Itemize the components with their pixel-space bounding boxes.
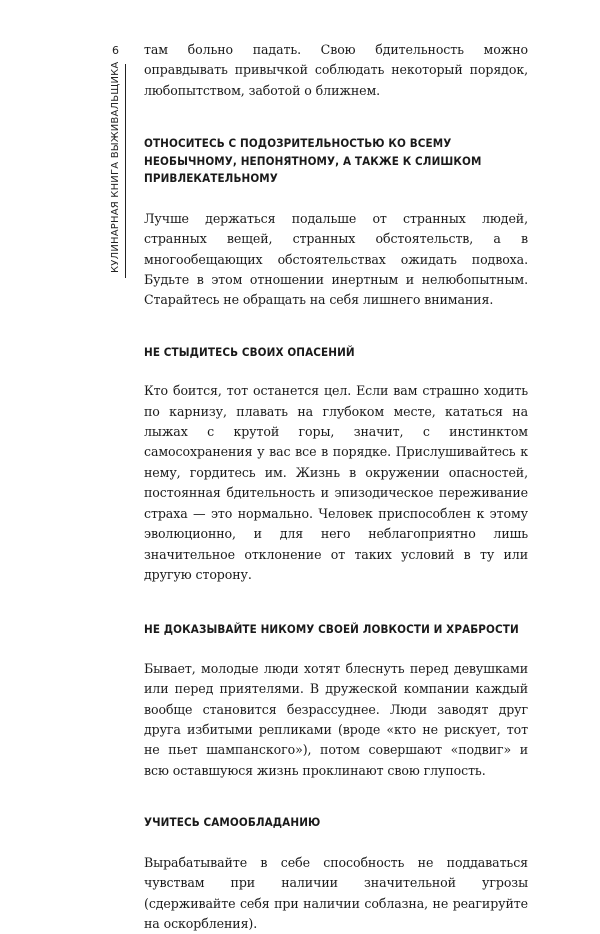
section-body-suspicion: Лучше держаться подальше от странных людей, странных вещей, странных обстоятельств, а в многообещающих обстоятельствах ожидать подвоха. Будьте в этом отношении инертным и нелюбопытным. Старайтесь не обращать на себя лишнего внимания. [144,210,528,308]
section-body-fears: Кто боится, тот останется цел. Если вам страшно ходить по карнизу, плавать на глубоком месте, кататься на лыжах с крутой горы, значит, с инстинктом самосохранения у вас все в порядке. Прислушивайтесь к нему, гордитесь им. Жизнь в окружении опасностей, постоянная бдительность и эпизодическое переживание страха — это нормально. Человек приспособлен к этому эволюционно, и для него неблагоприятно лишь значительное отклонение от таких условий в ту или другую сторону. [144,383,528,582]
page-number: 6 [112,44,119,57]
section-body-bravado: Бывает, молодые люди хотят блеснуть перед девушками или перед приятелями. В дружеской компании каждый вообще становится безрассуднее. Люди заводят друг друга избитыми репликами (вроде «кто не рискует, тот не пьет шампанского»), потом совершают «подвиг» и всю оставшуюся жизнь проклинают свою глупость. [144,660,528,778]
section-heading-fears: НЕ СТЫДИТЕСЬ СВОИХ ОПАСЕНИЙ [144,344,355,359]
section-body-self-control: Вырабатывайте в себе способность не поддаваться чувствам при наличии значительной угрозы (сдерживайте себя при наличии соблазна, не реагируйте на оскорбления). [144,854,528,931]
running-title: КУЛИНАРНАЯ КНИГА ВЫЖИВАЛЬЩИКА [110,61,121,273]
margin-rule [125,64,126,278]
section-heading-bravado: НЕ ДОКАЗЫВАЙТЕ НИКОМУ СВОЕЙ ЛОВКОСТИ И ХРАБРОСТИ [144,622,519,637]
section-heading-self-control: УЧИТЕСЬ САМООБЛАДАНИЮ [144,815,321,830]
intro-paragraph: там больно падать. Свою бдительность можно оправдывать привычкой соблюдать некоторый порядок, любопытством, заботой о ближнем. [144,42,528,98]
page-content [144,40,528,934]
section-heading-suspicion: ОТНОСИТЕСЬ С ПОДОЗРИТЕЛЬНОСТЬЮ КО ВСЕМУ НЕОБЫЧНОМУ, НЕПОНЯТНОМУ, А ТАКЖЕ К СЛИШКОМ ПРИВЛЕКАТЕЛЬНОМУ [144,136,482,186]
